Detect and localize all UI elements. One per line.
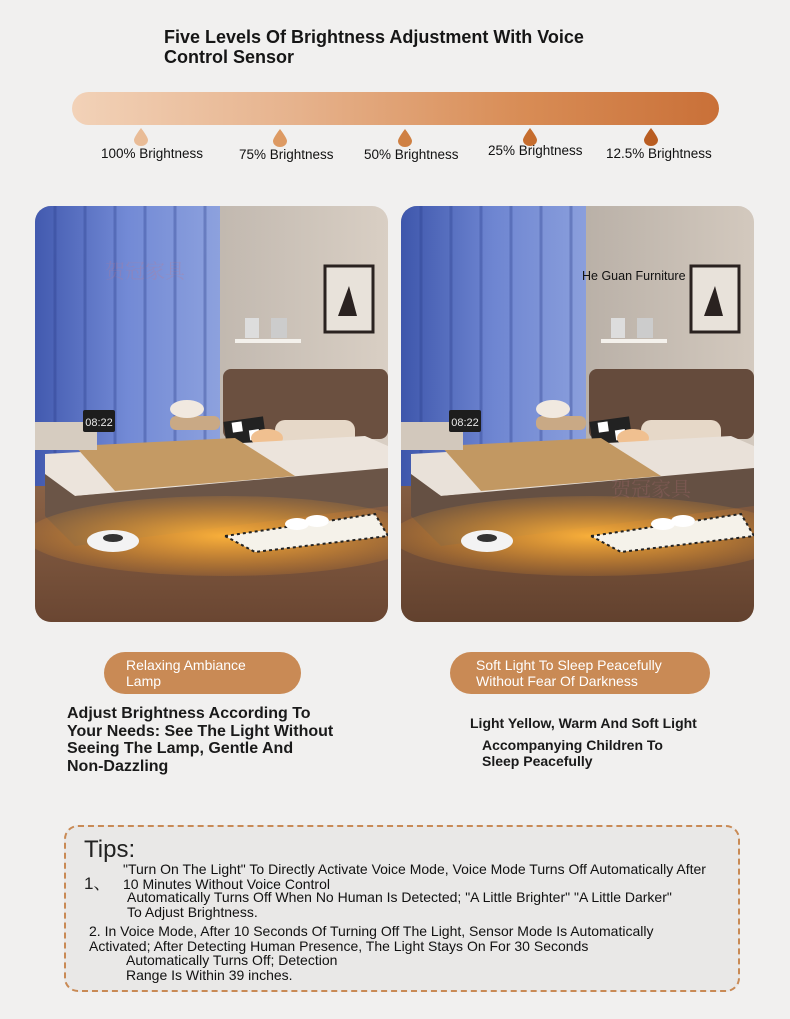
desc-right-line-3: Sleep Peacefully bbox=[482, 753, 593, 769]
desc-right-line-1: Light Yellow, Warm And Soft Light bbox=[470, 715, 697, 731]
page-title bbox=[164, 27, 624, 67]
title-line-2: Control Sensor bbox=[164, 47, 295, 67]
tip-2-line-3: Automatically Turns Off; Detection bbox=[126, 952, 338, 968]
tip-1-line-3: Automatically Turns Off When No Human Is Detected; "A Little Brighter" "A Little Darker" bbox=[127, 889, 672, 905]
tip-1-line-1: "Turn On The Light" To Directly Activate Voice Mode, Voice Mode Turns Off Automatically After bbox=[123, 861, 706, 877]
droplet-icon-75 bbox=[273, 129, 287, 147]
desc-left-line-4: Non-Dazzling bbox=[67, 757, 169, 775]
bedroom-photo-left bbox=[35, 206, 388, 622]
brightness-gradient-bar bbox=[72, 92, 719, 125]
watermark-right: 贺冠家具 bbox=[611, 479, 691, 501]
bedroom-illustration-left bbox=[35, 206, 388, 622]
tip-1-line-4: To Adjust Brightness. bbox=[127, 904, 258, 920]
tip-1-line-2: 10 Minutes Without Voice Control bbox=[123, 876, 330, 892]
feature-pill-right-line-2: Without Fear Of Darkness bbox=[476, 673, 638, 689]
desc-right-line-2: Accompanying Children To bbox=[482, 737, 663, 753]
droplet-icon-12 bbox=[644, 128, 658, 146]
tips-heading: Tips: bbox=[84, 836, 136, 863]
feature-pill-left-line-1: Relaxing Ambiance bbox=[126, 657, 246, 673]
brightness-label-50: 50% Brightness bbox=[364, 147, 459, 162]
brightness-label-25: 25% Brightness bbox=[488, 143, 583, 158]
feature-pill-right bbox=[450, 652, 710, 694]
desc-left-line-2: Your Needs: See The Light Without bbox=[67, 722, 334, 740]
tip-2-line-4: Range Is Within 39 inches. bbox=[126, 967, 293, 983]
title-line-1: Five Levels Of Brightness Adjustment With Voice bbox=[164, 27, 584, 47]
brand-label: He Guan Furniture bbox=[582, 269, 686, 283]
brightness-label-100: 100% Brightness bbox=[101, 146, 204, 161]
droplet-icon-100 bbox=[134, 128, 148, 146]
tips-marker: 1、 bbox=[84, 874, 111, 893]
feature-description-left bbox=[67, 705, 357, 775]
brightness-label-75: 75% Brightness bbox=[239, 147, 334, 162]
clock-display-right: 08:22 bbox=[451, 417, 479, 429]
bedroom-photo-right bbox=[401, 206, 754, 622]
tip-2-line-1: 2. In Voice Mode, After 10 Seconds Of Turning Off The Light, Sensor Mode Is Automatically bbox=[89, 923, 654, 939]
watermark-left: 贺冠家具 bbox=[105, 261, 185, 283]
brightness-label-12: 12.5% Brightness bbox=[606, 146, 712, 161]
bedroom-illustration-right bbox=[401, 206, 754, 622]
tip-2-line-2: Activated; After Detecting Human Presence, The Light Stays On For 30 Seconds bbox=[89, 938, 589, 954]
desc-left-line-1: Adjust Brightness According To bbox=[67, 705, 311, 722]
feature-pill-left bbox=[104, 652, 301, 694]
clock-display-left: 08:22 bbox=[85, 417, 113, 429]
desc-left-line-3: Seeing The Lamp, Gentle And bbox=[67, 740, 294, 757]
droplet-icon-50 bbox=[398, 129, 412, 147]
feature-pill-right-line-1: Soft Light To Sleep Peacefully bbox=[476, 657, 662, 673]
feature-pill-left-line-2: Lamp bbox=[126, 673, 162, 689]
